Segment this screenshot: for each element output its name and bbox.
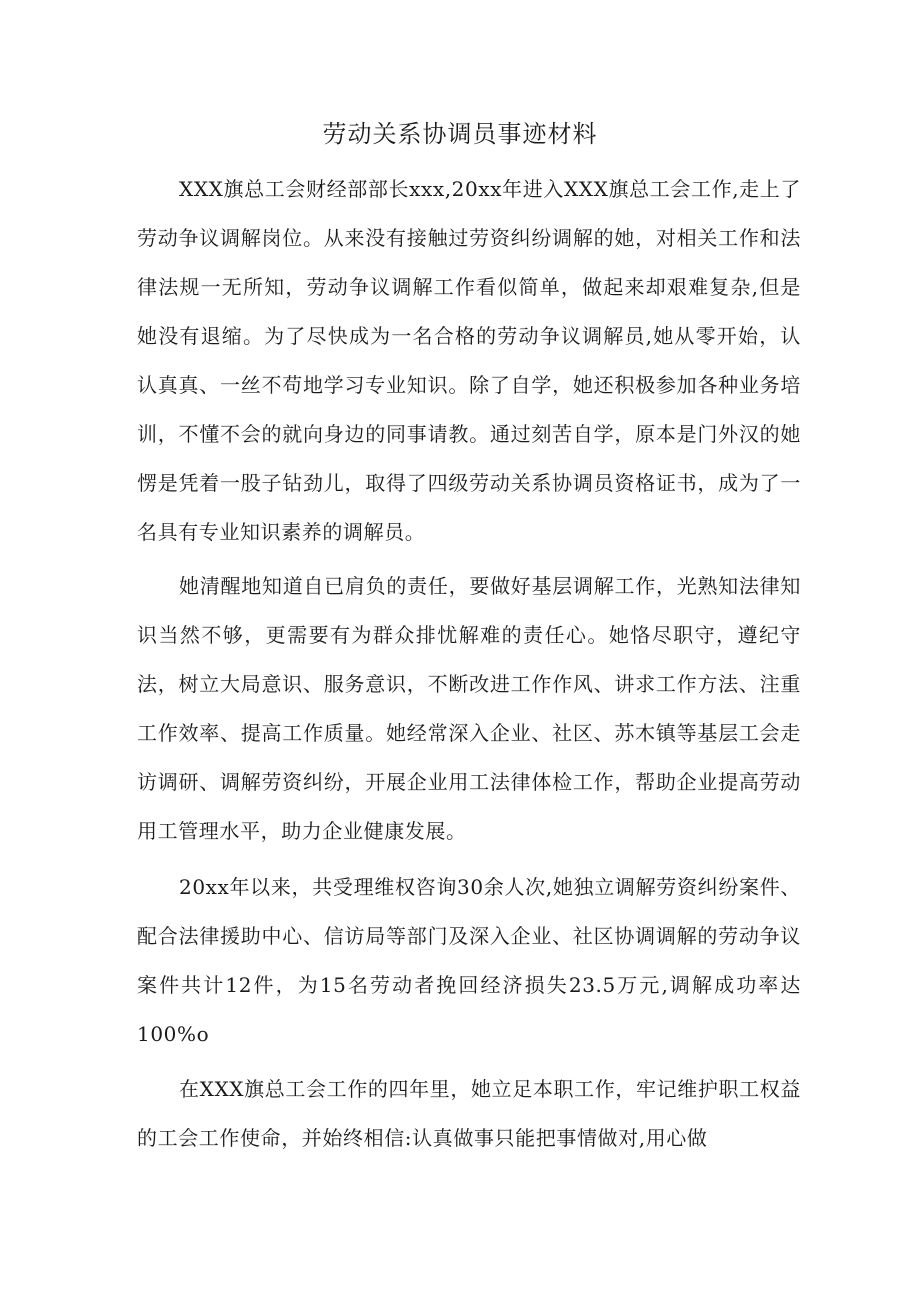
paragraph-4: 在XXX旗总工会工作的四年里，她立足本职工作，牢记维护职工权益的工会工作使命，并始终相信:认真做事只能把事情做对,用心做 xyxy=(137,1077,801,1150)
paragraph-3: 20xx年以来，共受理维权咨询30余人次,她独立调解劳资纠纷案件、配合法律援助中心、信访局等部门及深入企业、社区协调调解的劳动争议案件共计12件，为15名劳动者挽回经济损失23.5万元,调解成功率达100%o xyxy=(137,875,801,1046)
paragraph-2: 她清醒地知道自已肩负的责任，要做好基层调解工作，光熟知法律知识当然不够，更需要有为群众排忧解难的责任心。她恪尽职守，遵纪守法，树立大局意识、服务意识，不断改进工作作风、讲求工作方法、注重工作效率、提高工作质量。她经常深入企业、社区、苏木镇等基层工会走访调研、调解劳资纠纷，开展企业用工法律体检工作，帮助企业提高劳动用工管理水平，助力企业健康发展。 xyxy=(137,574,801,843)
document-title: 劳动关系协调员事迹材料 xyxy=(322,120,598,148)
paragraph-1: XXX旗总工会财经部部长xxx,20xx年进入XXX旗总工会工作,走上了劳动争议调解岗位。从来没有接触过劳资纠纷调解的她，对相关工作和法律法规一无所知，劳动争议调解工作看似简单，做起来却艰难复杂,但是她没有退缩。为了尽快成为一名合格的劳动争议调解员,她从零开始，认认真真、一丝不苟地学习专业知识。除了自学，她还积极参加各种业务培训，不懂不会的就向身边的同事请教。通过刻苦自学，原本是门外汉的她愣是凭着一股子钻劲儿，取得了四级劳动关系协调员资格证书，成为了一名具有专业知识素养的调解员。 xyxy=(137,177,801,544)
